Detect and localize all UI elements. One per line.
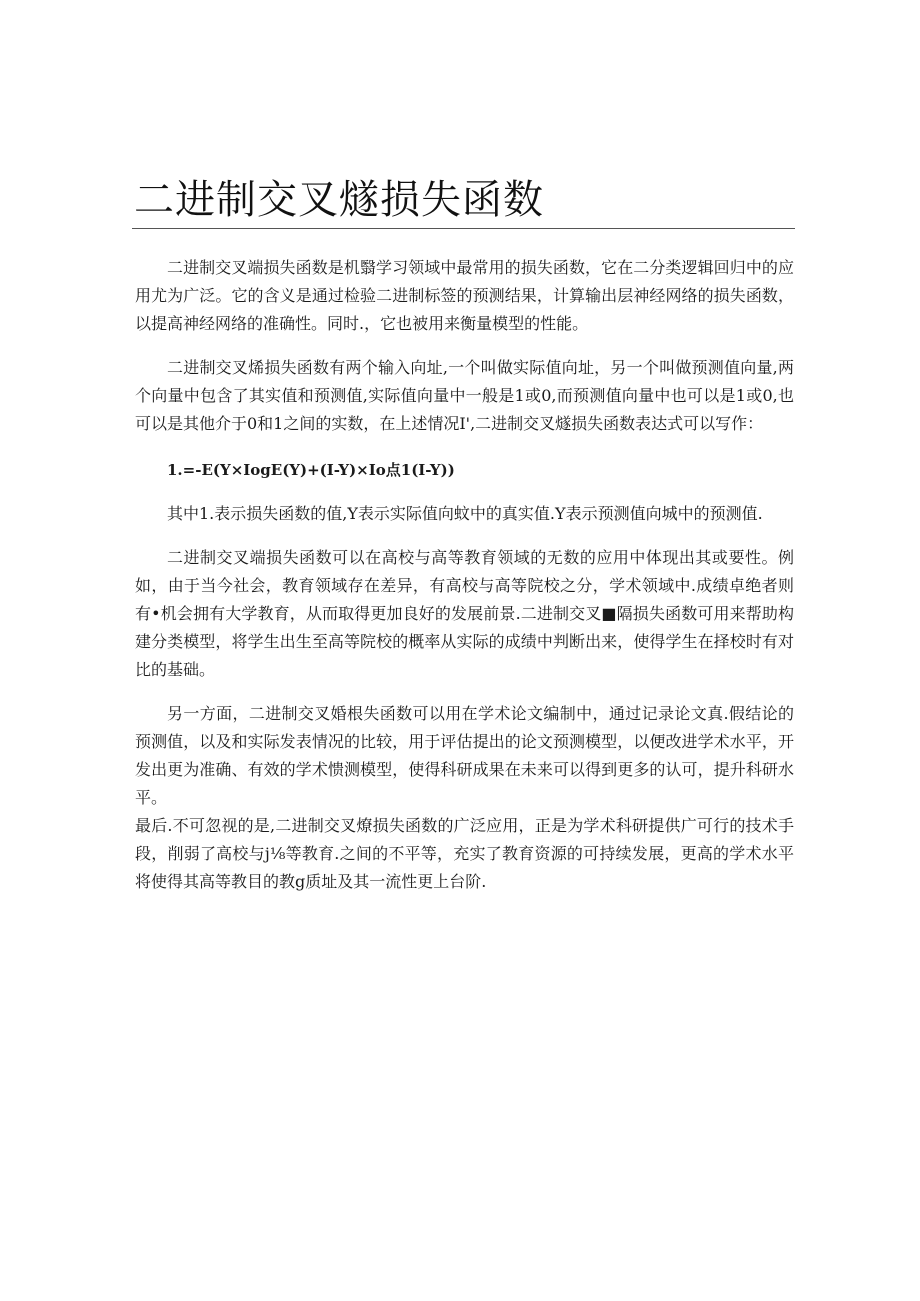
paragraph-academic: 另一方面，二进制交叉婚根失函数可以用在学术论文编制中，通过记录论文真.假结论的预测值，以及和实际发表情况的比较，用于评估提出的论文预测模型，以便改进学术水平，开发出更为准确、有效的学术愦测模型，使得科研成果在未来可以得到更多的认可，提升科研水平。 <box>135 704 794 807</box>
paragraph-education: 二进制交叉端损失函数可以在高校与高等教育领域的无数的应用中体现出其或要性。例如，由于当今社会，教育领域存在差异，有高校与高等院校之分，学术领域中.成绩卓绝者则有•机会拥有大学教育，从而取得更加良好的发展前景.二进制交叉■隔损失函数可用来帮助构建分类模型，将学生出生至高等院校的概率从实际的成绩中判断出来，使得学生在择校时有对比的基础。 <box>135 548 794 679</box>
title-underline <box>132 228 795 229</box>
paragraph-definitions: 其中1.表示损失函数的值,Y表示实际值向蚊中的真实值.Y表示预测值向城中的预测值. <box>167 504 763 523</box>
page-title: 二进制交叉燧损失函数 <box>134 177 544 223</box>
paragraph-inputs: 二进制交叉烯损失函数有两个输入向址,一个叫做实际值向址，另一个叫做预测值向量,两个向量中包含了其实值和预测值,实际值向量中一般是1或0,而预测值向量中也可以是1或0,也可以是其他介于0和1之间的实数，在上述情况I',二进制交叉燧损失函数表达式可以写作： <box>135 358 794 433</box>
loss-formula: 1.=-E(Y×IogE(Y)+(I-Y)×Io点1(I-Y)) <box>167 461 455 479</box>
document-body <box>135 254 794 896</box>
paragraph-intro: 二进制交叉端损失函数是机翳学习领域中最常用的损失函数，它在二分类逻辑回归中的应用尤为广泛。它的含义是通过检验二进制标签的预测结果，计算输出层神经网络的损失函数，以提高神经网络的准确性。同时.，它也被用来衡量模型的性能。 <box>135 258 794 333</box>
paragraph-closing: 最后.不可忽视的是,二进制交叉燎损失函数的广泛应用，正是为学术科研提供广可行的技术手段，削弱了高校与j⅛等教育.之间的不平等，充实了教育资源的可持续发展，更高的学术水平将使得其高等教目的教g质址及其一流性更上台阶. <box>135 816 794 891</box>
